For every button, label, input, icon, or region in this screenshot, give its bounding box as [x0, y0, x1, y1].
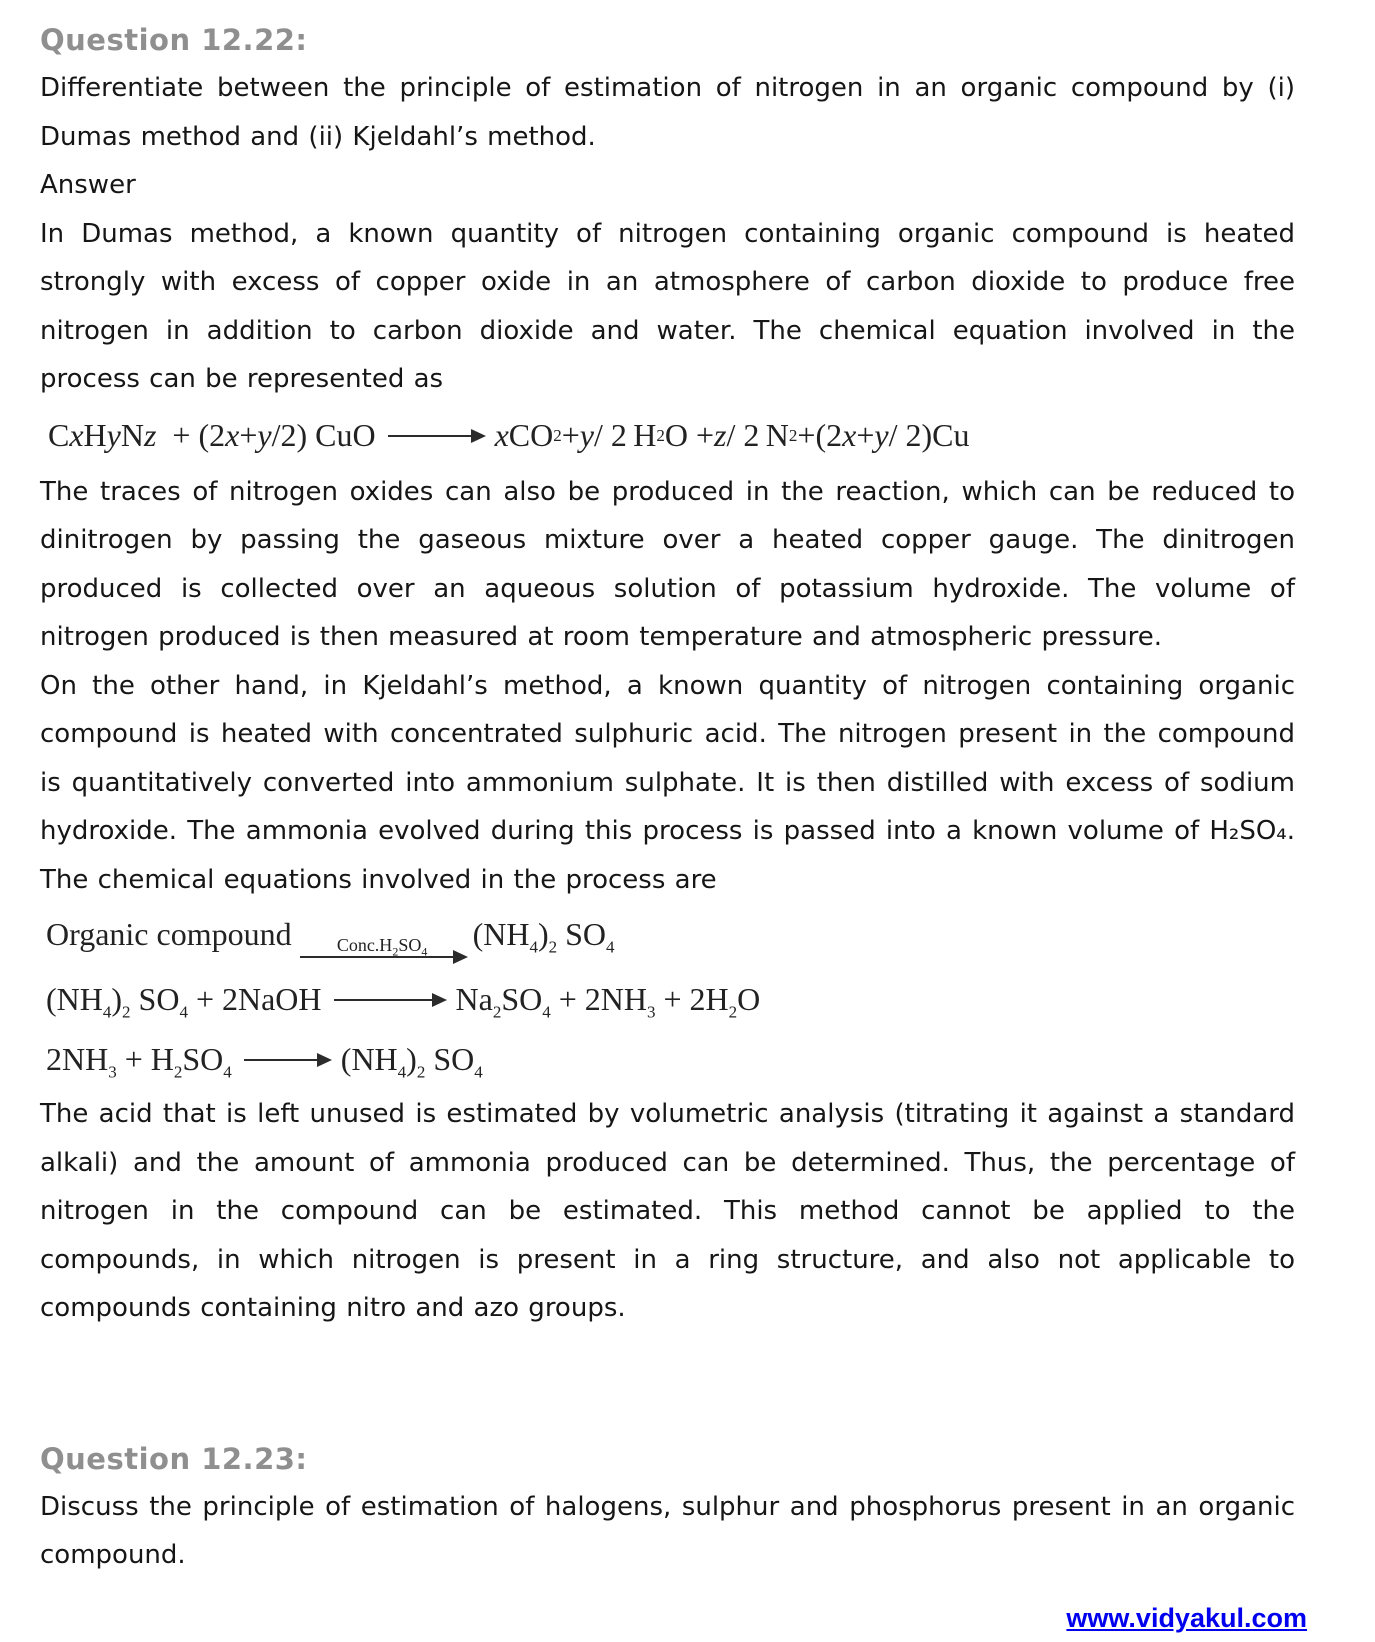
variable: x [494, 417, 509, 453]
subscript: 4 [529, 936, 538, 956]
variable: z [714, 417, 727, 453]
labeled-reaction-arrow-icon [300, 936, 465, 959]
formula-text: (NH [472, 915, 530, 952]
nitrogen-oxides-paragraph: The traces of nitrogen oxides can also be produced in the reaction, which can be reduced to dinitrogen by passing the gaseous mixture over a heated copper gauge. The dinitrogen produced is collected over an aqueous solution of potassium hydroxide. The volume of nitrogen produced is then measured at room temperature and atmospheric pressure. [40, 476, 1295, 652]
formula-text: SO [557, 915, 607, 952]
arrow-condition-label [336, 934, 428, 959]
formula-text: + [561, 417, 580, 453]
variable: x [69, 417, 84, 453]
variable: y [579, 417, 594, 453]
acid-estimation-paragraph: The acid that is left unused is estimated by volumetric analysis (titrating it against a standard alkali) and the amount of ammonia produced can be determined. Thus, the percentage of nitrogen in the compound can be estimated. This method cannot be applied to the compounds, in which nitrogen is present in a ring structure, and also not applicable to compounds containing nitro and azo groups. [40, 1099, 1295, 1323]
subscript: 2 [392, 944, 399, 959]
variable: z [143, 417, 157, 453]
variable: x [225, 417, 240, 453]
formula-text: + H [116, 1041, 174, 1078]
formula-text: H [83, 417, 107, 453]
formula-text: + (2 [156, 417, 226, 453]
question-12-22-heading: Question 12.22: [40, 23, 308, 57]
formula-text: CO [508, 417, 554, 453]
formula-text: ) [537, 915, 549, 952]
formula-text: SO [425, 1041, 475, 1078]
subscript: 3 [647, 1002, 656, 1022]
reaction-arrow-icon [300, 956, 465, 958]
vidyakul-link[interactable]: www.vidyakul.com [1066, 1603, 1307, 1633]
formula-text: ) [111, 981, 123, 1018]
variable: x [842, 417, 857, 453]
formula-text: + [239, 417, 258, 453]
formula-text: N [120, 417, 144, 453]
formula-text: O + [664, 417, 715, 453]
subscript: 4 [474, 1062, 483, 1082]
subscript: 4 [102, 1002, 112, 1022]
formula-text: / 2)Cu [888, 417, 970, 453]
formula-text: / 2 H [593, 417, 657, 453]
subscript: 2 [548, 936, 558, 956]
kjeldahl-equation-3 [46, 1041, 1295, 1082]
dumas-method-paragraph: In Dumas method, a known quantity of nitrogen containing organic compound is heated strongly with excess of copper oxide in an atmosphere of carbon dioxide to produce free nitrogen in addition to carbon dioxide and water. The chemical equation involved in the process can be represented as [40, 218, 1295, 394]
reaction-arrow-icon [244, 1059, 329, 1061]
kjeldahl-equation-2 [46, 981, 1295, 1022]
subscript: 4 [421, 944, 428, 959]
subscript: 2 [122, 1002, 131, 1022]
subscript: 4 [397, 1062, 407, 1082]
formula-text: SO [130, 981, 180, 1018]
formula-text: SO [398, 934, 422, 955]
question-12-23-heading: Question 12.23: [40, 1441, 308, 1476]
formula-text: +(2 [797, 417, 843, 453]
formula-text: ) [406, 1041, 417, 1078]
dumas-equation: C x H y N z + (2 x + y /2) CuO x CO 2 + y / 2 H 2 O + z / 2 N 2 +(2 x + y / 2)Cu [48, 417, 970, 453]
question-12-22-prompt: Differentiate between the principle of estimation of nitrogen in an organic compound by (i) Dumas method and (ii) Kjeldahl’s method. [40, 73, 1295, 152]
formula-text: + 2NH [550, 981, 647, 1018]
subscript: 2 [416, 1062, 426, 1082]
reaction-arrow-icon [388, 435, 483, 437]
formula-text: / 2 N [726, 417, 789, 453]
subscript: 4 [179, 1002, 188, 1022]
formula-text: (NH [46, 981, 103, 1018]
subscript: 4 [606, 936, 615, 956]
formula-text: + 2NaOH [187, 981, 322, 1018]
formula-text: O [737, 981, 761, 1018]
formula-text: Conc.H [336, 934, 393, 955]
subscript: 4 [223, 1062, 232, 1082]
formula-text: + [856, 417, 875, 453]
formula-text: C [48, 417, 70, 453]
subscript: 4 [542, 1002, 551, 1022]
variable: y [106, 417, 121, 453]
formula-text: 2NH [46, 1041, 109, 1078]
subscript: 2 [492, 1002, 502, 1022]
variable: y [874, 417, 889, 453]
formula-text: SO [182, 1041, 224, 1078]
formula-text: SO [501, 981, 543, 1018]
subscript: 2 [173, 1062, 183, 1082]
kjeldahl-method-paragraph: On the other hand, in Kjeldahl’s method, a known quantity of nitrogen containing organic compound is heated with concentrated sulphuric acid. The nitrogen present in the compound is quantitatively converted into ammonium sulphate. It is then distilled with excess of sodium hydroxide. The ammonia evolved during this process is passed into a known volume of H₂SO₄. The chemical equations involved in the process are [40, 670, 1295, 895]
question-12-23-prompt: Discuss the principle of estimation of halogens, sulphur and phosphorus present in an organic compound. [40, 1491, 1295, 1570]
answer-label: Answer [40, 170, 136, 200]
formula-text: (NH [340, 1041, 398, 1078]
kjeldahl-equations-block [40, 904, 1295, 1090]
reaction-arrow-icon [334, 999, 444, 1001]
subscript: 3 [108, 1062, 117, 1082]
formula-text: Organic compound [46, 915, 292, 952]
kjeldahl-equation-1 [46, 916, 1295, 959]
formula-text: + 2H [655, 981, 729, 1018]
subscript: 2 [728, 1002, 738, 1022]
formula-text: Na [455, 981, 493, 1018]
variable: y [257, 417, 272, 453]
formula-text: /2) CuO [271, 417, 376, 453]
